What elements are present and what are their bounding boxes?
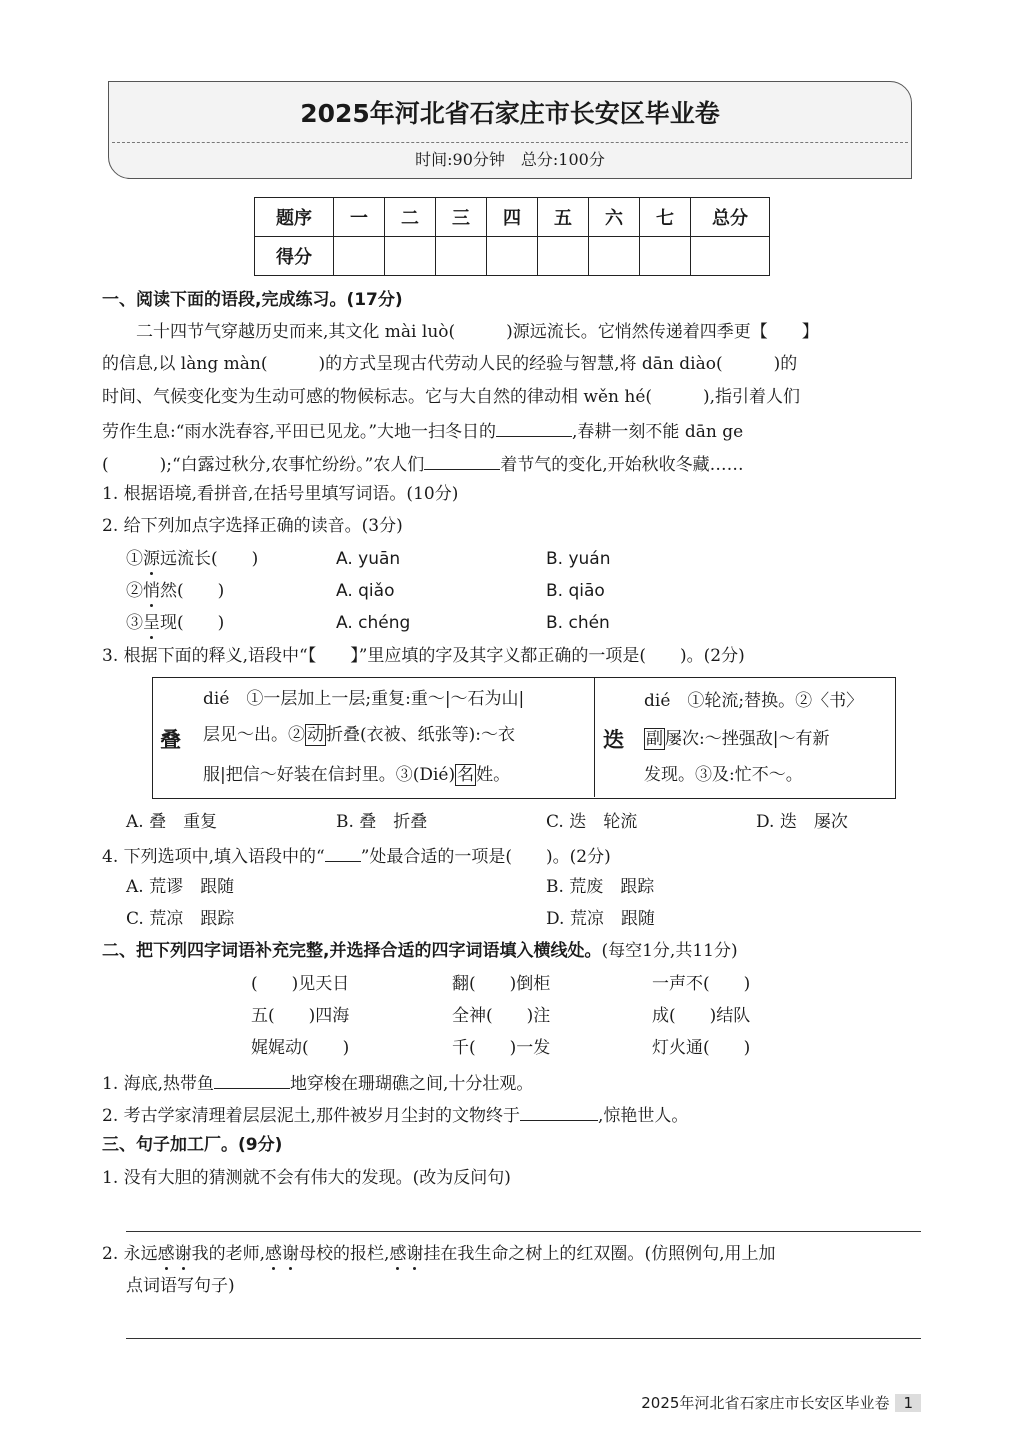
question-text: 我的老师,: [191, 1244, 266, 1264]
question-text: 母校的报栏,: [299, 1244, 390, 1264]
score-input-cell[interactable]: [589, 237, 640, 276]
score-input-cell[interactable]: [640, 237, 691, 276]
score-cell: 七: [640, 198, 691, 237]
q2-item: [126, 548, 258, 570]
score-input-cell[interactable]: [487, 237, 538, 276]
definition-text: 姓。: [476, 765, 511, 785]
dotted-char: 谢: [282, 1244, 300, 1264]
question-4: [102, 843, 611, 868]
option-b[interactable]: B. 荒废 跟踪: [546, 877, 655, 897]
item-number: ①: [126, 549, 143, 569]
definition-text: 服|把信～好装在信封里。③(Dié): [203, 765, 456, 785]
score-row-label: 得分: [255, 237, 334, 276]
section-3-q2: [102, 1243, 775, 1265]
idiom-item[interactable]: 一声不( ): [652, 974, 751, 994]
idiom-item[interactable]: 翻( )倒柜: [452, 974, 551, 994]
option-b[interactable]: B. yuán: [546, 549, 611, 569]
item-number: ③: [126, 613, 143, 633]
definition-text: 层见～出。②: [203, 725, 305, 745]
item-number: ②: [126, 581, 143, 601]
dotted-char: 源: [143, 549, 160, 569]
section-1-title: 一、阅读下面的语段,完成练习。(17分): [102, 290, 403, 310]
q2-item: [126, 612, 224, 634]
section-2-q2: [102, 1102, 688, 1127]
section-2-title: [102, 940, 738, 962]
idiom-item[interactable]: 五( )四海: [251, 1006, 350, 1026]
idiom-item[interactable]: 千( )一发: [452, 1038, 551, 1058]
option-b[interactable]: B. qiāo: [546, 581, 605, 601]
passage-line: 二十四节气穿越历史而来,其文化 mài luò( )源远流长。它悄然传递着四季更【 】: [136, 322, 819, 342]
score-cell: 三: [436, 198, 487, 237]
section-score-note: (每空1分,共11分): [601, 941, 738, 961]
definition-line: 发现。③及:忙不～。: [644, 765, 803, 785]
definition-line: dié ①轮流;替换。②〈书〉: [644, 691, 864, 711]
idiom-item[interactable]: 成( )结队: [652, 1006, 751, 1026]
score-input-cell[interactable]: [436, 237, 487, 276]
definition-line: [203, 764, 510, 786]
passage-line: [102, 418, 743, 443]
definition-text: 折叠(衣被、纸张等):～衣: [326, 725, 515, 745]
section-3-q1: 1. 没有大胆的猜测就不会有伟大的发现。(改为反问句): [102, 1168, 511, 1188]
question-text: 4. 下列选项中,填入语段中的“: [102, 847, 325, 867]
definition-text: 屡次:～挫强敌|～有新: [665, 729, 830, 749]
question-text: 1. 海底,热带鱼: [102, 1074, 215, 1094]
headword-die-2: 迭: [603, 727, 624, 752]
question-1: 1. 根据语境,看拼音,在括号里填写词语。(10分): [102, 484, 459, 504]
dotted-char: 呈: [143, 613, 160, 633]
question-text: 2. 永远: [102, 1244, 158, 1264]
section-2-q1: [102, 1070, 533, 1095]
score-cell: 五: [538, 198, 589, 237]
instruction-note-cont: 点词语写句子): [126, 1276, 235, 1296]
dotted-char: 感: [265, 1244, 283, 1264]
question-text: 2. 考古学家清理着层层泥土,那件被岁月尘封的文物终于: [102, 1106, 521, 1126]
score-cell: 题序: [255, 198, 334, 237]
item-text: 现( ): [160, 613, 225, 633]
score-table-score-row: [255, 237, 770, 276]
dotted-char: 悄: [143, 581, 160, 601]
dotted-char: 谢: [406, 1244, 424, 1264]
definition-line: [203, 724, 515, 746]
item-text: 远流长( ): [160, 549, 259, 569]
question-text: ”处最合适的一项是( )。(2分): [360, 847, 611, 867]
score-input-cell[interactable]: [691, 237, 770, 276]
option-b[interactable]: B. 叠 折叠: [336, 812, 428, 832]
fill-blank[interactable]: [214, 1070, 290, 1089]
idiom-item[interactable]: 灯火通( ): [652, 1038, 751, 1058]
item-text: 然( ): [160, 581, 225, 601]
answer-line[interactable]: [126, 1231, 921, 1232]
option-b[interactable]: B. chén: [546, 613, 610, 633]
section-3-title: 三、句子加工厂。(9分): [102, 1135, 283, 1155]
passage-text: ,春耕一刻不能 dān ge: [572, 422, 744, 442]
passage-line: [102, 451, 744, 476]
footer-title: 2025年河北省石家庄市长安区毕业卷: [641, 1394, 890, 1412]
score-table-header-row: [255, 198, 770, 237]
score-cell: 四: [487, 198, 538, 237]
instruction-note: (仿照例句,用上加: [644, 1244, 776, 1264]
question-3: 3. 根据下面的释义,语段中“【 】”里应填的字及其字义都正确的一项是( )。(2分): [102, 646, 745, 666]
headword-die-1: 叠: [160, 727, 181, 752]
page-number: 1: [895, 1394, 921, 1412]
passage-line: 的信息,以 làng màn( )的方式呈现古代劳动人民的经验与智慧,将 dān diào( )的: [102, 354, 798, 374]
score-cell: 总分: [691, 198, 770, 237]
answer-line[interactable]: [126, 1338, 921, 1339]
fill-blank[interactable]: [496, 418, 572, 437]
pos-tag: 副: [646, 729, 663, 749]
section-title-text: 二、把下列四字词语补充完整,并选择合适的四字词语填入横线处。: [102, 941, 602, 961]
option-c[interactable]: C. 迭 轮流: [546, 812, 638, 832]
pos-tag: 名: [457, 765, 475, 785]
score-cell: 二: [385, 198, 436, 237]
page-footer: [641, 1392, 921, 1413]
header-divider: [112, 142, 908, 143]
option-d[interactable]: D. 迭 屡次: [756, 812, 848, 832]
passage-text: 劳作生息:“雨水洗春容,平田已见龙。”大地一扫冬日的: [102, 422, 497, 442]
definition-line: dié ①一层加上一层;重复:重～|～石为山|: [203, 689, 525, 709]
score-input-cell[interactable]: [538, 237, 589, 276]
option-a[interactable]: A. 荒谬 跟随: [126, 877, 235, 897]
idiom-item[interactable]: 娓娓动( ): [251, 1038, 350, 1058]
option-a[interactable]: A. qiǎo: [336, 581, 395, 601]
option-a[interactable]: A. chéng: [336, 613, 411, 633]
question-text: 地穿梭在珊瑚礁之间,十分壮观。: [290, 1074, 534, 1094]
fill-blank: [325, 843, 361, 862]
dictionary-divider: [594, 677, 595, 797]
dotted-char: 谢: [174, 1244, 192, 1264]
dotted-char: 感: [389, 1244, 407, 1264]
passage-text: ( );“白露过秋分,农事忙纷纷。”农人们: [102, 455, 425, 475]
idiom-item[interactable]: ( )见天日: [251, 974, 350, 994]
question-text: ,惊艳世人。: [598, 1106, 689, 1126]
score-cell: 一: [334, 198, 385, 237]
page-title: 2025年河北省石家庄市长安区毕业卷: [300, 99, 720, 128]
score-input-cell[interactable]: [334, 237, 385, 276]
q2-item: [126, 580, 224, 602]
option-a[interactable]: A. 叠 重复: [126, 812, 218, 832]
score-cell: 六: [589, 198, 640, 237]
option-a[interactable]: A. yuān: [336, 549, 401, 569]
option-d[interactable]: D. 荒凉 跟随: [546, 909, 655, 929]
exam-time-score: 时间:90分钟 总分:100分: [415, 150, 605, 169]
fill-blank[interactable]: [520, 1102, 598, 1121]
idiom-item[interactable]: 全神( )注: [452, 1006, 551, 1026]
pos-tag: 动: [307, 725, 324, 745]
score-table: [254, 197, 770, 276]
question-2: 2. 给下列加点字选择正确的读音。(3分): [102, 516, 403, 536]
dotted-char: 感: [157, 1244, 175, 1264]
score-input-cell[interactable]: [385, 237, 436, 276]
fill-blank[interactable]: [424, 451, 500, 470]
question-text: 挂在我生命之树上的红双圈。: [423, 1244, 645, 1264]
passage-text: 着节气的变化,开始秋收冬藏……: [500, 455, 744, 475]
option-c[interactable]: C. 荒凉 跟踪: [126, 909, 235, 929]
definition-line: [644, 728, 829, 750]
passage-line: 时间、气候变化变为生动可感的物候标志。它与大自然的律动相 wěn hé( ),指引着人们: [102, 387, 801, 407]
